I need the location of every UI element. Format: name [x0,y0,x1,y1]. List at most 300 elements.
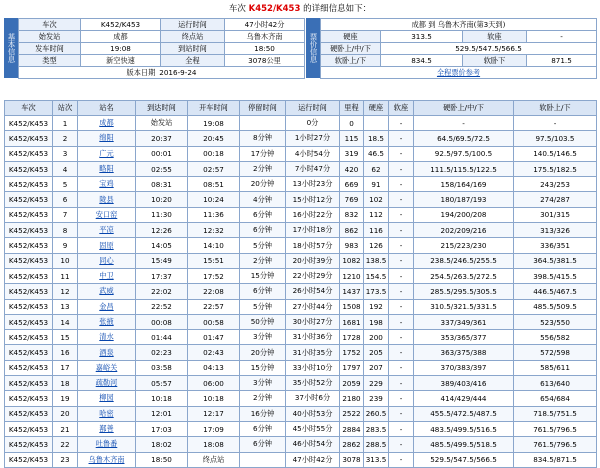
station-link[interactable]: 哈密 [99,408,114,418]
info-value: 47小时42分 [225,19,305,31]
table-cell: 194/200/208 [414,207,514,222]
table-cell: 20:37 [136,131,188,146]
table-cell: 769 [340,192,364,207]
table-cell: 08:31 [136,177,188,192]
fare-link-cell [321,67,597,79]
info-label: 类型 [19,55,81,67]
table-cell [78,253,136,268]
table-cell: 08:51 [188,177,240,192]
table-cell: 2884 [340,421,364,436]
table-cell [78,268,136,283]
table-cell: 389/403/416 [414,376,514,391]
info-label: 运行时间 [161,19,225,31]
table-cell: 115 [340,131,364,146]
table-cell: 50分钟 [240,314,286,329]
table-cell: 00:08 [136,314,188,329]
table-row [5,284,597,299]
station-link[interactable]: 中卫 [99,271,114,281]
table-cell: 1082 [340,253,364,268]
table-cell: 116 [364,223,389,238]
fare-label: 软卧上/下 [321,55,381,67]
table-cell: 202/209/216 [414,223,514,238]
table-cell: 862 [340,223,364,238]
table-cell: - [389,376,414,391]
station-link[interactable]: 酒泉 [99,347,114,357]
table-row [5,146,597,161]
table-row [5,330,597,345]
station-link[interactable]: 绵阳 [99,133,114,143]
table-cell: 2180 [340,391,364,406]
table-cell: 19 [53,391,78,406]
table-cell: 353/365/377 [414,330,514,345]
column-header: 开车时间 [188,101,240,116]
table-cell [78,238,136,253]
table-cell: 834.5/871.5 [514,452,597,467]
table-cell: 22:08 [188,284,240,299]
station-link[interactable]: 陇县 [99,194,114,204]
table-cell: 414/429/444 [414,391,514,406]
table-cell: 420 [340,161,364,176]
table-cell: 12:26 [136,223,188,238]
table-cell: K452/K453 [5,268,53,283]
table-cell [364,116,389,131]
table-cell: 7 [53,207,78,222]
table-cell: 1小时27分 [286,131,340,146]
table-cell: 207 [364,360,389,375]
table-cell: K452/K453 [5,284,53,299]
table-cell: 05:57 [136,376,188,391]
table-cell: 1437 [340,284,364,299]
station-link[interactable]: 平凉 [99,225,114,235]
table-cell: 14:05 [136,238,188,253]
table-cell: 02:43 [188,345,240,360]
table-cell: 10:18 [188,391,240,406]
table-cell: 243/253 [514,177,597,192]
table-cell: 10 [53,253,78,268]
table-cell: 14 [53,314,78,329]
table-cell: 18:50 [136,452,188,467]
table-cell: K452/K453 [5,406,53,421]
table-cell: K452/K453 [5,177,53,192]
table-cell: - [389,161,414,176]
fare-label: 硬座 [321,31,381,43]
station-link[interactable]: 嘉峪关 [95,362,118,372]
table-cell [78,223,136,238]
station-link[interactable]: 乌鲁木齐南 [88,454,125,464]
table-cell [78,177,136,192]
table-cell: 761.5/796.5 [514,421,597,436]
info-label: 始发站 [19,31,81,43]
table-cell: K452/K453 [5,452,53,467]
page-title [0,0,600,18]
table-cell: 13小时23分 [286,177,340,192]
table-cell: 585/611 [514,360,597,375]
table-cell: 455.5/472.5/487.5 [414,406,514,421]
table-cell: 15 [53,330,78,345]
table-cell: 483.5/499.5/516.5 [414,421,514,436]
table-cell: - [389,223,414,238]
table-cell: 5分钟 [240,238,286,253]
table-cell [78,421,136,436]
table-cell [78,161,136,176]
table-cell: - [389,360,414,375]
table-cell: - [389,131,414,146]
station-link[interactable]: 武威 [99,286,114,296]
table-cell: K452/K453 [5,238,53,253]
table-cell: 10:20 [136,192,188,207]
table-cell: 始发站 [136,116,188,131]
table-cell: 4 [53,161,78,176]
table-cell: 2862 [340,437,364,452]
table-cell: 64.5/69.5/72.5 [414,131,514,146]
table-cell: 832 [340,207,364,222]
info-label: 到站时间 [161,43,225,55]
table-cell: K452/K453 [5,131,53,146]
fare-value: 313.5 [381,31,463,43]
station-link[interactable]: 柳园 [99,393,114,403]
table-cell: 17:09 [188,421,240,436]
table-row [5,345,597,360]
table-cell: 12 [53,284,78,299]
table-cell: 138.5 [364,253,389,268]
table-cell: 654/684 [514,391,597,406]
table-cell: 192 [364,299,389,314]
table-cell: 0分 [286,116,340,131]
table-cell: 17:52 [188,268,240,283]
table-cell: 2分钟 [240,391,286,406]
column-header: 运行时间 [286,101,340,116]
table-cell: 15分钟 [240,268,286,283]
table-row [5,406,597,421]
table-cell: 1508 [340,299,364,314]
station-link[interactable]: 成都 [99,118,114,128]
table-cell: 140.5/146.5 [514,146,597,161]
table-cell: - [389,268,414,283]
table-cell: 26小时54分 [286,284,340,299]
table-cell: 6分钟 [240,437,286,452]
table-cell: 46.5 [364,146,389,161]
table-cell: - [389,253,414,268]
table-cell: 200 [364,330,389,345]
table-row [5,314,597,329]
column-header: 车次 [5,101,53,116]
station-link[interactable]: 鄯善 [99,424,114,434]
table-cell: 761.5/796.5 [514,437,597,452]
station-link[interactable]: 广元 [99,148,114,158]
station-link[interactable]: 张掖 [99,317,114,326]
info-label: 发车时间 [19,43,81,55]
fare-value: 529.5/547.5/566.5 [381,43,597,55]
table-cell: 8 [53,223,78,238]
table-cell: 12:01 [136,406,188,421]
table-cell: K452/K453 [5,314,53,329]
table-cell: 46小时54分 [286,437,340,452]
fare-info-table [320,18,597,79]
fare-info-side-label: 票价信息 [306,18,320,78]
table-cell: 22 [53,437,78,452]
table-cell: 173.5 [364,284,389,299]
info-label: 终点站 [161,31,225,43]
table-cell: 529.5/547.5/566.5 [414,452,514,467]
column-header: 硬座 [364,101,389,116]
table-cell: 1210 [340,268,364,283]
table-cell: - [389,238,414,253]
table-cell: 18:02 [136,437,188,452]
table-cell: 18小时57分 [286,238,340,253]
table-cell: - [389,421,414,436]
table-cell: 2分钟 [240,161,286,176]
table-cell: 485.5/499.5/518.5 [414,437,514,452]
table-cell [78,376,136,391]
table-cell: 18 [53,376,78,391]
table-cell: K452/K453 [5,391,53,406]
table-cell: K452/K453 [5,376,53,391]
timetable-header [5,101,597,116]
table-cell: 35小时52分 [286,376,340,391]
table-cell: - [389,452,414,467]
table-cell: 20分钟 [240,345,286,360]
station-link[interactable]: 疏勒河 [95,378,118,388]
table-cell: 283.5 [364,421,389,436]
table-row [5,192,597,207]
info-value: 乌鲁木齐南 [225,31,305,43]
table-cell: 364.5/381.5 [514,253,597,268]
table-cell: 572/598 [514,345,597,360]
station-link[interactable]: 宝鸡 [99,179,114,189]
table-cell: 111.5/115.5/122.5 [414,161,514,176]
table-cell: 336/351 [514,238,597,253]
table-cell: 06:00 [188,376,240,391]
table-cell [78,146,136,161]
table-cell: 4分钟 [240,192,286,207]
table-cell: 556/582 [514,330,597,345]
station-link[interactable]: 清水 [99,332,114,342]
table-cell [78,131,136,146]
table-cell: 4小时54分 [286,146,340,161]
table-cell: 15:51 [188,253,240,268]
table-cell: 18.5 [364,131,389,146]
column-header: 硬卧上/中/下 [414,101,514,116]
table-row [5,421,597,436]
table-cell: K452/K453 [5,161,53,176]
table-cell: 8分钟 [240,131,286,146]
table-cell [78,452,136,467]
table-cell: 02:23 [136,345,188,360]
table-cell: K452/K453 [5,330,53,345]
table-cell: 175.5/182.5 [514,161,597,176]
table-cell: 14:10 [188,238,240,253]
version-date-value: 2016-9-24 [159,68,197,77]
table-row [5,207,597,222]
station-link[interactable]: 安口窑 [95,209,118,219]
table-row [5,253,597,268]
table-cell: 2059 [340,376,364,391]
table-cell: 45小时55分 [286,421,340,436]
table-cell: 288.5 [364,437,389,452]
table-cell: 126 [364,238,389,253]
column-header: 站名 [78,101,136,116]
column-header: 到达时间 [136,101,188,116]
info-value: 18:50 [225,43,305,55]
table-cell: - [389,284,414,299]
table-cell: 62 [364,161,389,176]
table-cell: 01:47 [188,330,240,345]
table-cell: K452/K453 [5,299,53,314]
table-cell: 3 [53,146,78,161]
table-cell: 229 [364,376,389,391]
table-cell: 22:57 [188,299,240,314]
table-cell: 92.5/97.5/100.5 [414,146,514,161]
table-cell: 6分钟 [240,223,286,238]
station-link[interactable]: 金昌 [99,301,114,311]
table-cell: - [514,116,597,131]
table-row [5,223,597,238]
table-cell: 1728 [340,330,364,345]
table-cell: 16分钟 [240,406,286,421]
station-link[interactable]: 吐鲁番 [95,439,118,449]
fare-value: 834.5 [381,55,463,67]
table-cell: 00:58 [188,314,240,329]
table-cell: K452/K453 [5,223,53,238]
table-cell: 239 [364,391,389,406]
version-date-label: 版本日期 [126,68,156,77]
table-cell: 15小时12分 [286,192,340,207]
table-cell: 6分钟 [240,284,286,299]
table-cell: - [414,116,514,131]
column-header: 软座 [389,101,414,116]
table-cell: 0 [340,116,364,131]
table-cell [78,360,136,375]
table-cell: 3078 [340,452,364,467]
table-cell: 12:17 [188,406,240,421]
table-cell: 2分钟 [240,253,286,268]
fare-value: 871.5 [527,55,597,67]
table-cell: - [389,330,414,345]
table-cell: 398.5/415.5 [514,268,597,283]
station-link[interactable]: 同心 [99,255,114,265]
table-cell: 15:49 [136,253,188,268]
table-cell [78,299,136,314]
version-date [19,67,305,79]
basic-info-side-label: 基本信息 [4,18,18,78]
table-cell: K452/K453 [5,207,53,222]
info-value: 新空快速 [81,55,161,67]
station-link[interactable]: 固原 [99,240,114,250]
table-cell: - [389,116,414,131]
table-cell: - [389,391,414,406]
table-cell: 04:13 [188,360,240,375]
table-cell [78,391,136,406]
table-cell: 终点站 [188,452,240,467]
info-label: 车次 [19,19,81,31]
table-cell [78,314,136,329]
table-cell: K452/K453 [5,253,53,268]
table-cell: 47小时42分 [286,452,340,467]
table-cell: 198 [364,314,389,329]
table-row [5,161,597,176]
table-cell: 669 [340,177,364,192]
table-cell: 2522 [340,406,364,421]
fare-label: 硬卧上/中/下 [321,43,381,55]
table-cell: 370/383/397 [414,360,514,375]
table-cell: 97.5/103.5 [514,131,597,146]
table-cell: 22:52 [136,299,188,314]
table-cell: 17 [53,360,78,375]
table-cell: 363/375/388 [414,345,514,360]
table-cell: 158/164/169 [414,177,514,192]
station-link[interactable]: 略阳 [99,164,114,174]
table-row [5,299,597,314]
table-cell: 310.5/321.5/331.5 [414,299,514,314]
table-row [5,360,597,375]
table-cell: 23 [53,452,78,467]
table-cell: 260.5 [364,406,389,421]
table-cell: 718.5/751.5 [514,406,597,421]
table-cell: 10:18 [136,391,188,406]
column-header: 站次 [53,101,78,116]
table-cell: 313.5 [364,452,389,467]
table-cell: 16小时22分 [286,207,340,222]
table-cell: 446.5/467.5 [514,284,597,299]
table-cell: 22:02 [136,284,188,299]
table-cell: 11:36 [188,207,240,222]
table-cell [78,192,136,207]
table-cell: 523/550 [514,314,597,329]
table-cell: 03:58 [136,360,188,375]
basic-info-table [18,18,305,79]
info-value: 19:08 [81,43,161,55]
table-cell: 17:37 [136,268,188,283]
fare-reference-link[interactable]: 全程票价参考 [436,68,481,77]
table-cell: 10:24 [188,192,240,207]
fare-label: 软座 [463,31,527,43]
table-cell: 01:44 [136,330,188,345]
column-header: 停留时间 [240,101,286,116]
table-cell: 3分钟 [240,376,286,391]
column-header: 里程 [340,101,364,116]
table-cell [240,116,286,131]
table-cell: 5分钟 [240,299,286,314]
table-cell: 102 [364,192,389,207]
table-cell: 1681 [340,314,364,329]
table-cell: 30小时27分 [286,314,340,329]
table-cell: - [389,146,414,161]
table-cell: - [389,345,414,360]
table-cell: 15分钟 [240,360,286,375]
table-cell [78,330,136,345]
table-row [5,238,597,253]
table-cell: 337/349/361 [414,314,514,329]
table-cell: 00:01 [136,146,188,161]
table-cell: K452/K453 [5,421,53,436]
table-cell: 02:57 [188,161,240,176]
table-cell: 11 [53,268,78,283]
fare-label: 软卧下 [463,55,527,67]
table-cell: K452/K453 [5,360,53,375]
column-header: 软卧上/下 [514,101,597,116]
table-cell: 1797 [340,360,364,375]
table-cell: 2 [53,131,78,146]
table-cell: - [389,192,414,207]
table-cell: 16 [53,345,78,360]
table-cell: 6分钟 [240,207,286,222]
table-cell: 27小时44分 [286,299,340,314]
table-row [5,131,597,146]
table-cell: 00:18 [188,146,240,161]
table-cell: 5 [53,177,78,192]
table-cell [78,406,136,421]
table-cell: 20小时39分 [286,253,340,268]
